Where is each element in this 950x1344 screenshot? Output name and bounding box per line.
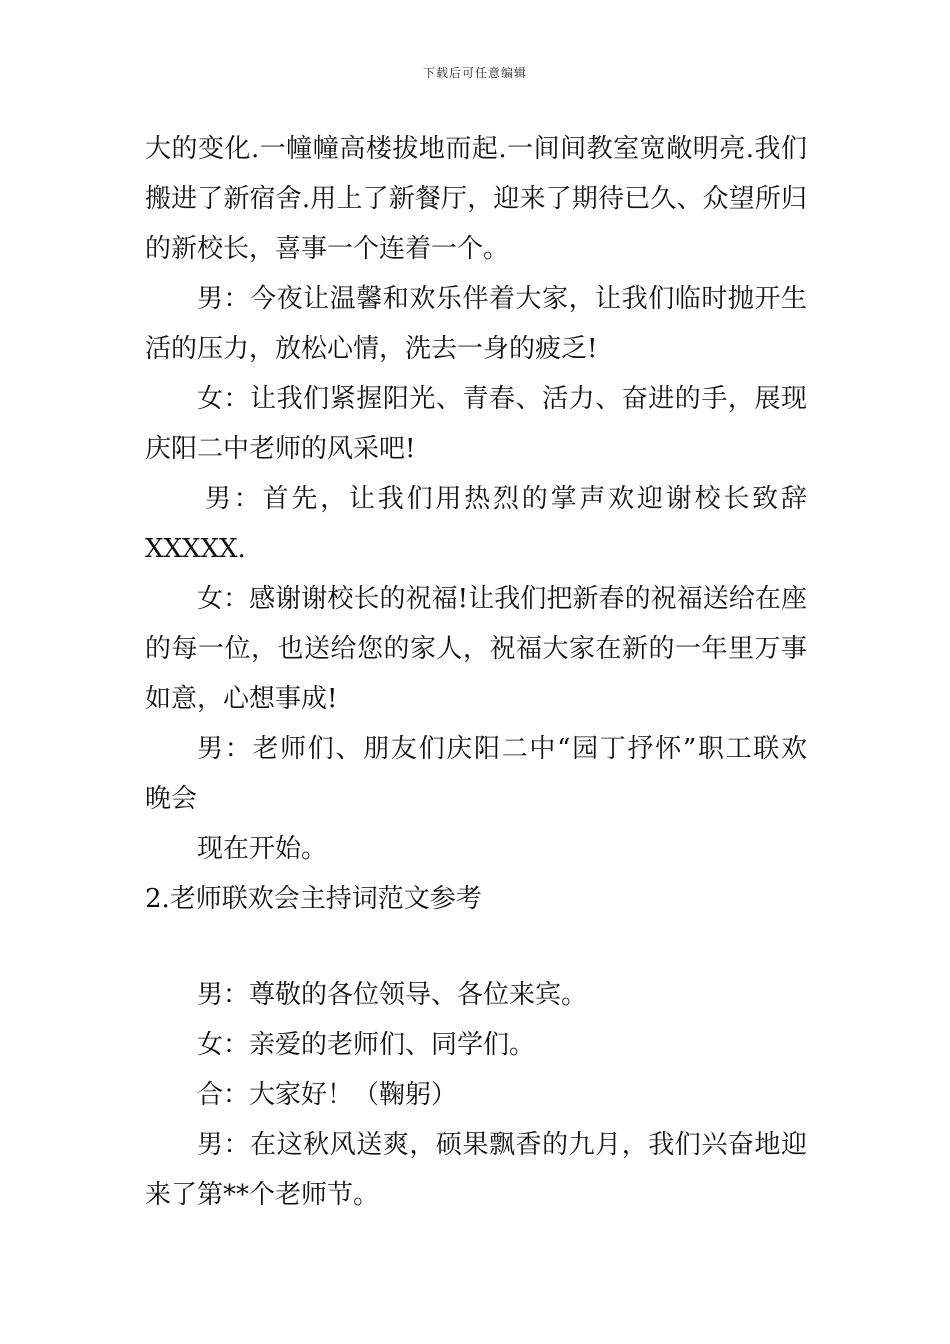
text-line: XXXXX. (145, 534, 246, 564)
text-line: 大的变化.一幢幢高楼拔地而起.一间间教室宽敞明亮.我们 (145, 134, 807, 164)
text-line: 女：感谢谢校长的祝福!让我们把新春的祝福送给在座 (197, 584, 807, 614)
text-line: 男：在这秋风送爽，硕果飘香的九月，我们兴奋地迎 (197, 1130, 807, 1160)
document-body (145, 124, 807, 1220)
text-line: 现在开始。 (197, 834, 328, 864)
text-line: 女：亲爱的老师们、同学们。 (197, 1030, 536, 1060)
text-line: 晚会 (145, 784, 198, 814)
text-line: 男：今夜让温馨和欢乐伴着大家，让我们临时抛开生 (197, 284, 807, 314)
page-header: 下载后可任意编辑 (422, 66, 527, 80)
text-line: 庆阳二中老师的风采吧! (145, 434, 416, 464)
text-line: 的每一位，也送给您的家人，祝福大家在新的一年里万事 (145, 634, 807, 664)
text-line: 男：首先，让我们用热烈的掌声欢迎谢校长致辞 (205, 484, 807, 514)
section-heading: 2.老师联欢会主持词范文参考 (145, 884, 482, 914)
text-line: 女：让我们紧握阳光、青春、活力、奋进的手，展现 (197, 384, 807, 414)
text-line: 男：尊敬的各位领导、各位来宾。 (197, 980, 588, 1010)
text-line: 合：大家好！（鞠躬） (197, 1080, 458, 1110)
text-line: 的新校长，喜事一个连着一个。 (145, 234, 510, 264)
paragraph-gap (145, 924, 807, 970)
text-line: 来了第**个老师节。 (145, 1180, 380, 1210)
text-line: 如意，心想事成! (145, 684, 338, 714)
text-line: 男：老师们、朋友们庆阳二中“园丁抒怀”职工联欢 (197, 734, 807, 764)
text-line: 搬进了新宿舍.用上了新餐厅，迎来了期待已久、众望所归 (145, 184, 807, 214)
text-line: 活的压力，放松心情，洗去一身的疲乏! (145, 334, 598, 364)
